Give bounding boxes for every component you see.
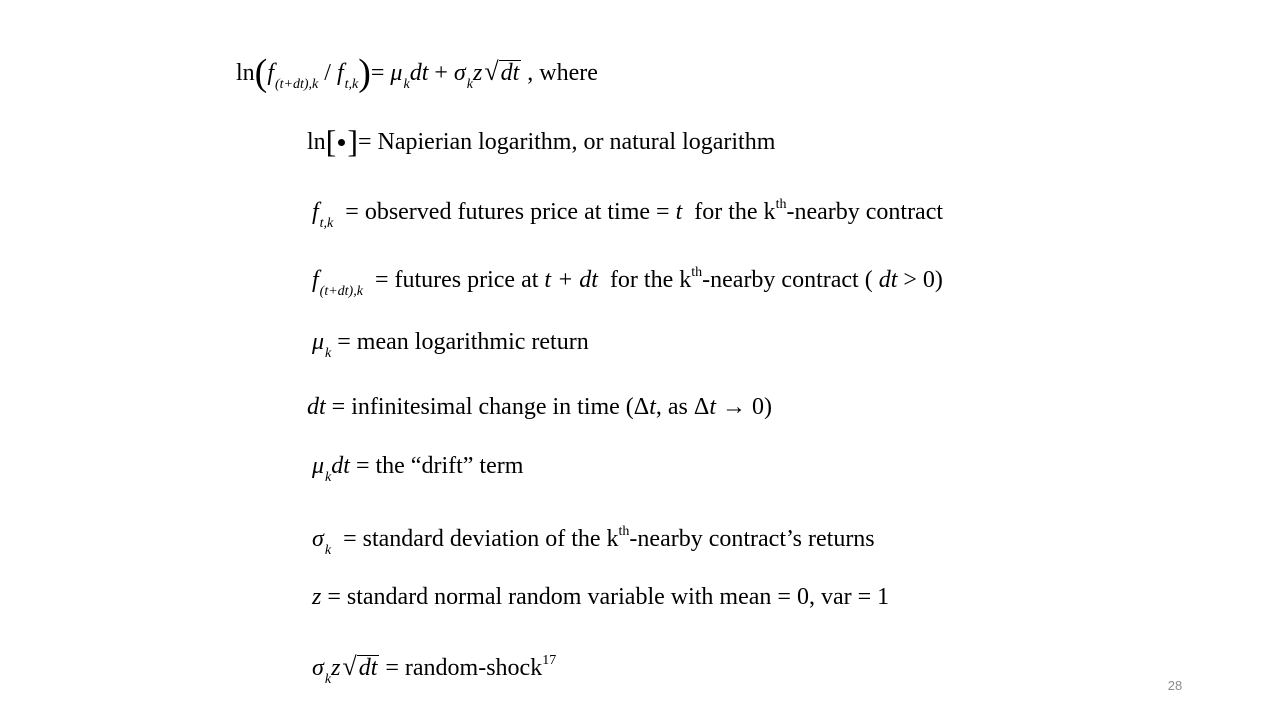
- z-definition: [312, 583, 889, 611]
- mu-subscript: k: [325, 346, 332, 361]
- ftdt-text-4: > 0): [903, 267, 943, 293]
- t-symbol: t: [649, 394, 656, 420]
- futures-subscript: t,k: [319, 216, 334, 231]
- th-superscript: th: [691, 265, 703, 280]
- ftdt-text-3: -nearby contract (: [702, 267, 873, 293]
- futures-symbol: f: [312, 267, 319, 293]
- mu-symbol: μ: [312, 329, 325, 355]
- futures-subscript-2: t,k: [344, 77, 359, 92]
- close-paren: ): [358, 52, 371, 94]
- sqrt-radicand: dt: [358, 655, 378, 681]
- dt-symbol: dt: [331, 453, 350, 479]
- mu-subscript: k: [325, 470, 332, 485]
- dt-definition: [307, 393, 772, 421]
- ln-definition: [307, 123, 776, 159]
- ftdt-text-2: for the k: [609, 267, 692, 293]
- ftk-text-2: for the k: [694, 199, 776, 225]
- footnote-superscript: 17: [542, 653, 557, 668]
- th-superscript: th: [775, 197, 787, 212]
- mu-definition: [312, 328, 589, 368]
- division-slash: /: [324, 60, 331, 86]
- t-symbol: t: [675, 199, 683, 225]
- radical-icon: √: [342, 652, 357, 681]
- where-text: , where: [527, 60, 598, 86]
- ftk-text-1: = observed futures price at time =: [345, 199, 670, 225]
- mu-symbol: μ: [312, 453, 325, 479]
- futures-subscript: (t+dt),k: [319, 284, 363, 299]
- dt-symbol: dt: [307, 394, 326, 420]
- th-superscript: th: [618, 524, 630, 539]
- sigma-subscript: k: [324, 672, 332, 687]
- futures-symbol-2: f: [336, 60, 344, 86]
- sigma-subscript: k: [466, 77, 473, 92]
- sigma-text-1: = standard deviation of the k: [343, 526, 619, 552]
- z-symbol: z: [331, 655, 341, 681]
- close-bracket: ]: [347, 123, 358, 159]
- sigma-definition: [312, 518, 875, 565]
- sqrt-radicand: dt: [500, 60, 520, 86]
- mu-definition-text: = mean logarithmic return: [337, 329, 589, 355]
- open-bracket: [: [325, 123, 337, 159]
- ftdt-text-1: = futures price at: [374, 267, 539, 293]
- ln-definition-text: = Napierian logarithm, or natural logarithm: [357, 129, 776, 155]
- main-equation: [236, 52, 598, 99]
- sqrt-dt: [482, 58, 521, 87]
- equals-sign: =: [370, 60, 385, 86]
- open-paren: (: [254, 52, 268, 94]
- futures-symbol: f: [267, 60, 274, 86]
- z-definition-text: = standard normal random variable with mean = 0, var = 1: [327, 584, 890, 610]
- futures-subscript: (t+dt),k: [275, 77, 319, 92]
- shock-definition: [312, 647, 556, 694]
- ftk-definition: [312, 191, 943, 238]
- t-symbol-2: t: [709, 394, 717, 420]
- bullet-dot-icon: [338, 139, 345, 146]
- z-symbol: z: [472, 60, 483, 86]
- ftk-text-3: -nearby contract: [786, 199, 944, 225]
- radical-icon: √: [484, 57, 499, 86]
- sigma-subscript: k: [324, 543, 332, 558]
- slide-number: 28: [1167, 678, 1183, 693]
- plus-sign: +: [434, 60, 448, 86]
- ln-operator: ln: [236, 60, 255, 86]
- sigma-symbol: σ: [312, 655, 324, 681]
- mu-subscript: k: [403, 77, 410, 92]
- drift-definition-text: = the “drift” term: [355, 453, 524, 479]
- dt-text-3: → 0): [722, 394, 773, 420]
- ftdt-definition: [312, 259, 943, 306]
- shock-definition-text: = random-shock: [385, 655, 543, 681]
- futures-symbol: f: [312, 199, 319, 225]
- sigma-text-2: -nearby contract’s returns: [629, 526, 875, 552]
- z-symbol: z: [312, 584, 322, 610]
- sigma-symbol: σ: [453, 60, 466, 86]
- dt-text-2: , as Δ: [655, 394, 710, 420]
- t-plus-dt-expression: t + dt: [544, 267, 598, 293]
- drift-definition: [312, 452, 523, 492]
- sigma-symbol: σ: [312, 526, 324, 552]
- ln-operator: ln: [307, 129, 326, 155]
- mu-symbol: μ: [390, 60, 403, 86]
- dt-symbol: dt: [409, 60, 429, 86]
- dt-symbol: dt: [878, 267, 898, 293]
- dt-text-1: = infinitesimal change in time (Δ: [331, 394, 650, 420]
- sqrt-dt: [340, 653, 379, 682]
